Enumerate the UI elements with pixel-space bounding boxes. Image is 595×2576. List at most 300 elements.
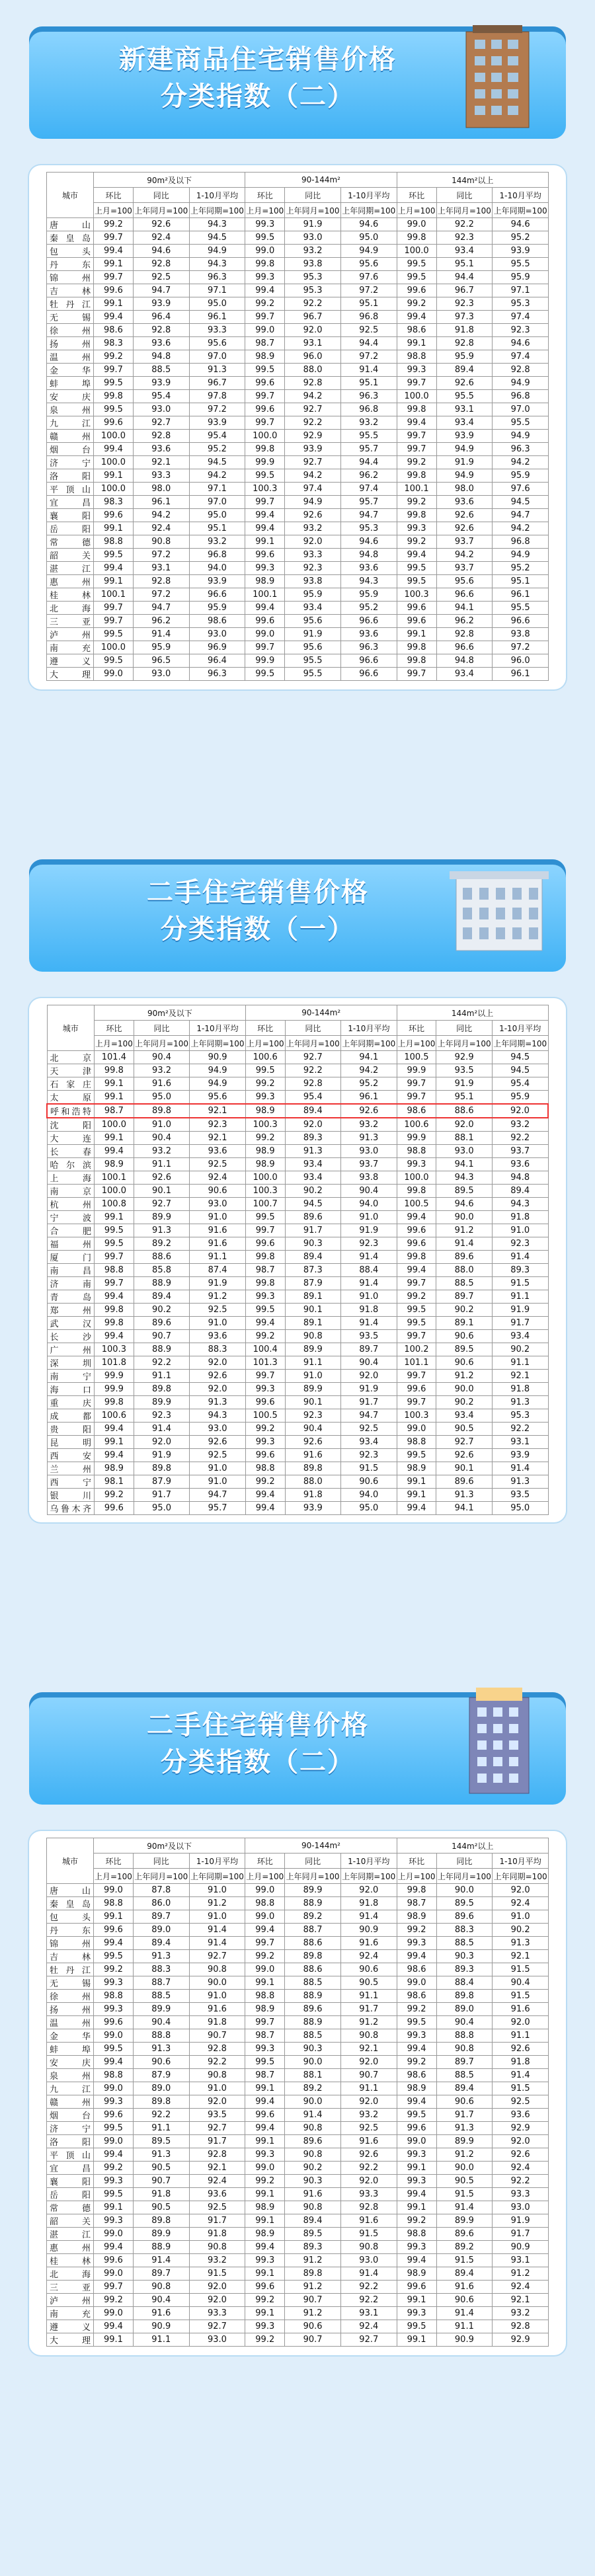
index-cell: 99.1 [94, 469, 134, 483]
table-row [47, 483, 549, 496]
index-cell: 96.5 [133, 654, 189, 668]
city-cell: 深圳 [47, 1356, 95, 1370]
index-cell: 92.4 [493, 2162, 549, 2175]
index-cell: 90.8 [189, 2241, 245, 2254]
index-cell: 89.9 [436, 2214, 493, 2228]
index-cell: 94.1 [436, 1502, 493, 1515]
index-cell: 99.0 [397, 218, 436, 231]
index-cell: 92.5 [190, 1304, 246, 1317]
base-header: 上年同月=100 [133, 1869, 189, 1884]
index-cell: 94.2 [493, 456, 549, 469]
index-cell: 93.4 [436, 416, 493, 430]
index-cell: 91.2 [340, 2016, 397, 2029]
index-cell: 90.2 [285, 2162, 341, 2175]
index-cell: 92.9 [436, 1051, 493, 1064]
table-row [47, 297, 549, 311]
index-cell: 91.7 [493, 2228, 549, 2241]
city-cell: 襄阳 [47, 509, 94, 522]
index-cell: 94.5 [189, 456, 245, 469]
city-cell: 唐山 [47, 218, 94, 231]
index-cell: 99.2 [397, 297, 436, 311]
index-cell: 95.6 [285, 641, 341, 654]
city-cell: 扬州 [47, 2003, 94, 2016]
index-cell: 98.9 [245, 1104, 285, 1118]
index-cell: 99.0 [94, 2135, 134, 2148]
index-cell: 95.0 [341, 1502, 397, 1515]
city-cell: 桂林 [47, 2254, 94, 2267]
table-row [47, 2122, 549, 2135]
index-cell: 99.0 [94, 2307, 134, 2320]
index-cell: 95.1 [436, 258, 493, 271]
city-cell: 烟台 [47, 2109, 94, 2122]
index-cell: 99.7 [94, 271, 134, 284]
index-cell: 93.1 [285, 337, 341, 350]
index-cell: 99.8 [397, 231, 436, 245]
index-cell: 95.1 [340, 377, 397, 390]
index-cell: 94.1 [436, 1158, 493, 1171]
index-cell: 99.5 [397, 1449, 436, 1462]
index-cell: 98.6 [397, 324, 436, 337]
index-cell: 89.4 [492, 1185, 548, 1198]
index-cell: 98.9 [245, 2228, 285, 2241]
index-cell: 99.9 [397, 1132, 436, 1145]
city-cell: 洛阳 [47, 2135, 94, 2148]
metric-header: 1-10月平均 [189, 188, 245, 203]
banner-title-line2: 分类指数（二） [161, 1747, 355, 1777]
index-cell: 91.5 [340, 2228, 397, 2241]
index-cell: 90.1 [285, 1396, 341, 1409]
section-2 [0, 833, 595, 1514]
index-cell: 91.0 [493, 1910, 549, 1924]
index-cell: 93.6 [133, 443, 189, 456]
index-cell: 94.4 [436, 271, 493, 284]
base-header: 上年同期=100 [340, 203, 397, 218]
index-cell: 99.7 [94, 231, 134, 245]
index-cell: 95.5 [493, 258, 549, 271]
index-cell: 100.8 [95, 1198, 134, 1211]
index-cell: 99.6 [94, 284, 134, 297]
index-cell: 93.9 [189, 416, 245, 430]
index-cell: 99.7 [245, 2016, 285, 2029]
index-cell: 91.0 [189, 2082, 245, 2095]
area-group-header: 144m²以上 [397, 173, 548, 188]
index-cell: 91.9 [436, 1077, 493, 1091]
index-cell: 100.6 [95, 1409, 134, 1423]
index-cell: 93.2 [285, 522, 341, 535]
index-cell: 90.6 [436, 2294, 493, 2307]
index-cell: 90.3 [285, 2175, 341, 2188]
index-cell: 98.9 [245, 575, 285, 588]
city-cell: 兰州 [47, 1462, 95, 1475]
index-cell: 98.8 [245, 1897, 285, 1910]
index-cell: 89.6 [436, 1475, 493, 1489]
index-cell: 88.0 [436, 1264, 493, 1277]
index-cell: 94.7 [340, 509, 397, 522]
index-cell: 99.8 [397, 1884, 436, 1897]
index-cell: 99.5 [397, 1304, 436, 1317]
index-cell: 90.2 [436, 1396, 493, 1409]
index-cell: 100.0 [94, 483, 134, 496]
city-cell: 秦皇岛 [47, 1897, 94, 1910]
index-cell: 95.6 [189, 337, 245, 350]
base-header: 上年同月=100 [285, 1036, 341, 1051]
index-cell: 99.6 [245, 2281, 285, 2294]
index-cell: 91.0 [190, 1317, 246, 1330]
table-row [47, 231, 549, 245]
index-cell: 91.8 [133, 2188, 189, 2201]
index-cell: 91.7 [285, 1224, 341, 1237]
index-cell: 91.9 [341, 1383, 397, 1396]
index-cell: 91.0 [190, 1475, 246, 1489]
table-row [47, 1224, 548, 1237]
index-cell: 96.8 [340, 403, 397, 416]
table-row [47, 641, 549, 654]
index-cell: 93.3 [493, 2188, 549, 2201]
index-cell: 99.5 [245, 1064, 285, 1077]
index-cell: 98.9 [397, 2267, 436, 2281]
index-cell: 96.8 [493, 390, 549, 403]
index-cell: 99.2 [397, 496, 436, 509]
table-row [47, 1185, 548, 1198]
index-cell: 88.0 [285, 1475, 341, 1489]
index-cell: 94.9 [340, 245, 397, 258]
table-row [47, 1237, 548, 1251]
index-cell: 99.3 [397, 2175, 436, 2188]
area-group-header: 90-144m² [245, 1838, 397, 1854]
index-cell: 98.9 [397, 1462, 436, 1475]
city-cell: 湛江 [47, 2228, 94, 2241]
index-cell: 91.0 [189, 1884, 245, 1897]
index-cell: 92.1 [340, 2043, 397, 2056]
index-cell: 89.2 [436, 2241, 493, 2254]
index-cell: 91.4 [189, 1937, 245, 1950]
table-row [47, 1897, 549, 1910]
index-cell: 99.8 [397, 1185, 436, 1198]
index-cell: 96.6 [189, 588, 245, 602]
table-row [47, 615, 549, 628]
table-row [47, 1171, 548, 1185]
index-cell: 97.2 [340, 350, 397, 364]
index-cell: 92.0 [493, 1884, 549, 1897]
index-cell: 99.5 [94, 2122, 134, 2135]
index-cell: 91.0 [341, 1290, 397, 1304]
index-cell: 91.1 [134, 1158, 190, 1171]
index-cell: 99.6 [397, 615, 436, 628]
index-cell: 99.6 [245, 377, 285, 390]
index-cell: 92.0 [189, 2281, 245, 2294]
index-cell: 90.6 [341, 1475, 397, 1489]
index-cell: 91.4 [493, 2069, 549, 2082]
table-row [47, 602, 549, 615]
city-cell: 南充 [47, 641, 94, 654]
index-cell: 91.1 [492, 1290, 548, 1304]
index-cell: 99.7 [245, 641, 285, 654]
index-cell: 100.4 [245, 1343, 285, 1356]
table-row [47, 1064, 548, 1077]
section-3 [0, 1666, 595, 2346]
index-cell: 99.7 [397, 668, 436, 681]
index-cell: 92.5 [133, 271, 189, 284]
banner-title-line2: 分类指数（一） [161, 914, 355, 945]
city-cell: 海口 [47, 1383, 95, 1396]
index-cell: 90.0 [436, 1383, 493, 1396]
index-cell: 99.6 [94, 2016, 134, 2029]
index-cell: 99.1 [397, 628, 436, 641]
index-cell: 99.2 [397, 535, 436, 549]
index-cell: 90.9 [190, 1051, 246, 1064]
index-cell: 90.0 [436, 1884, 493, 1897]
index-cell: 92.1 [190, 1132, 246, 1145]
index-cell: 92.6 [341, 1104, 397, 1118]
index-cell: 93.0 [133, 668, 189, 681]
index-cell: 90.8 [285, 1330, 341, 1343]
index-cell: 99.9 [397, 1064, 436, 1077]
city-cell: 襄阳 [47, 2175, 94, 2188]
table-row [47, 1910, 549, 1924]
index-cell: 93.7 [436, 562, 493, 575]
index-cell: 95.3 [340, 522, 397, 535]
index-cell: 92.2 [493, 2175, 549, 2188]
index-cell: 99.3 [245, 1436, 285, 1449]
index-cell: 93.8 [285, 258, 341, 271]
index-cell: 99.4 [397, 2095, 436, 2109]
base-header: 上年同月=100 [436, 1036, 493, 1051]
index-cell: 96.3 [189, 668, 245, 681]
index-cell: 96.1 [493, 588, 549, 602]
index-cell: 94.7 [133, 602, 189, 615]
city-cell: 包头 [47, 1910, 94, 1924]
index-cell: 90.5 [133, 2201, 189, 2214]
metric-header: 1-10月平均 [493, 1854, 549, 1869]
area-group-header: 144m²以上 [397, 1838, 548, 1854]
city-cell: 丹东 [47, 1924, 94, 1937]
index-cell: 98.6 [189, 615, 245, 628]
index-cell: 88.6 [285, 1937, 341, 1950]
index-cell: 91.0 [189, 1990, 245, 2003]
area-group-header: 90m²及以下 [94, 1838, 245, 1854]
index-cell: 88.7 [133, 1976, 189, 1990]
index-cell: 94.6 [340, 218, 397, 231]
index-cell: 93.4 [436, 245, 493, 258]
city-cell: 泉州 [47, 2069, 94, 2082]
index-cell: 91.4 [492, 1251, 548, 1264]
index-cell: 98.6 [397, 1963, 436, 1976]
index-cell: 99.1 [95, 1132, 134, 1145]
index-cell: 94.9 [493, 430, 549, 443]
index-cell: 99.8 [397, 469, 436, 483]
index-cell: 89.9 [436, 2135, 493, 2148]
index-cell: 99.4 [94, 2148, 134, 2162]
base-header: 上年同期=100 [341, 1036, 397, 1051]
table-row [47, 1489, 548, 1502]
index-cell: 91.5 [436, 2188, 493, 2201]
index-cell: 99.6 [397, 602, 436, 615]
index-cell: 91.5 [492, 1277, 548, 1290]
index-cell: 93.0 [189, 2333, 245, 2347]
index-cell: 99.1 [397, 2294, 436, 2307]
index-cell: 98.6 [397, 1104, 436, 1118]
index-cell: 92.2 [340, 2281, 397, 2294]
index-cell: 92.3 [285, 1409, 341, 1423]
table-row [47, 1251, 548, 1264]
index-cell: 91.0 [341, 1211, 397, 1224]
table-row [47, 1924, 549, 1937]
city-cell: 沈阳 [47, 1118, 95, 1132]
index-cell: 94.2 [285, 469, 341, 483]
index-cell: 99.5 [94, 2188, 134, 2201]
index-cell: 92.8 [493, 2320, 549, 2333]
index-cell: 90.5 [436, 2175, 493, 2188]
city-cell: 泉州 [47, 403, 94, 416]
table-row [47, 1145, 548, 1158]
index-cell: 91.2 [285, 2254, 341, 2267]
index-cell: 92.0 [285, 324, 341, 337]
table-row [47, 364, 549, 377]
table-row [47, 2082, 549, 2095]
index-cell: 89.8 [133, 2095, 189, 2109]
index-cell: 88.0 [285, 364, 341, 377]
city-cell: 哈尔滨 [47, 1158, 95, 1171]
index-cell: 92.6 [493, 2043, 549, 2056]
base-header: 上月=100 [397, 1036, 436, 1051]
index-cell: 101.8 [95, 1356, 134, 1370]
index-cell: 90.2 [134, 1304, 190, 1317]
city-cell: 合肥 [47, 1224, 95, 1237]
index-cell: 93.6 [340, 562, 397, 575]
table-row [47, 2228, 549, 2241]
index-cell: 94.1 [341, 1051, 397, 1064]
index-cell: 99.5 [94, 1950, 134, 1963]
index-cell: 99.7 [95, 1277, 134, 1290]
city-cell: 烟台 [47, 443, 94, 456]
metric-header: 1-10月平均 [189, 1854, 245, 1869]
index-cell: 92.1 [492, 1370, 548, 1383]
index-cell: 94.0 [341, 1489, 397, 1502]
index-cell: 99.1 [94, 1910, 134, 1924]
index-cell: 95.9 [436, 350, 493, 364]
index-cell: 91.4 [189, 1924, 245, 1937]
index-cell: 90.1 [436, 1462, 493, 1475]
index-cell: 99.3 [245, 1383, 285, 1396]
index-cell: 99.4 [94, 311, 134, 324]
index-cell: 99.0 [94, 1884, 134, 1897]
index-cell: 99.5 [245, 1211, 285, 1224]
index-cell: 90.2 [436, 1304, 493, 1317]
index-cell: 99.5 [94, 403, 134, 416]
index-cell: 99.2 [245, 1475, 285, 1489]
index-cell: 99.9 [95, 1370, 134, 1383]
index-cell: 94.9 [493, 549, 549, 562]
index-cell: 99.8 [95, 1396, 134, 1409]
index-cell: 94.7 [341, 1409, 397, 1423]
index-cell: 91.6 [133, 2307, 189, 2320]
index-cell: 91.4 [134, 1423, 190, 1436]
city-cell: 锦州 [47, 1937, 94, 1950]
index-cell: 91.5 [493, 2082, 549, 2095]
index-cell: 96.8 [189, 549, 245, 562]
base-header: 上年同期=100 [340, 1869, 397, 1884]
table-row [47, 2201, 549, 2214]
index-cell: 99.2 [94, 2162, 134, 2175]
index-cell: 95.4 [133, 390, 189, 403]
table-row [47, 2056, 549, 2069]
index-cell: 99.0 [245, 2162, 285, 2175]
table-row [47, 1290, 548, 1304]
banner-title-line1: 二手住宅销售价格 [147, 1710, 369, 1740]
index-cell: 90.8 [285, 2148, 341, 2162]
index-cell: 92.8 [436, 337, 493, 350]
index-cell: 94.8 [133, 350, 189, 364]
index-cell: 92.8 [133, 430, 189, 443]
index-cell: 90.0 [436, 1211, 493, 1224]
table-row [47, 2267, 549, 2281]
index-cell: 89.1 [436, 1317, 493, 1330]
index-cell: 93.3 [285, 549, 341, 562]
index-cell: 99.4 [95, 1449, 134, 1462]
index-cell: 92.8 [340, 2201, 397, 2214]
index-cell: 89.4 [285, 1104, 341, 1118]
index-cell: 93.0 [341, 1145, 397, 1158]
index-cell: 96.3 [340, 390, 397, 403]
index-cell: 95.7 [190, 1502, 246, 1515]
table-row [47, 350, 549, 364]
index-cell: 91.5 [436, 2254, 493, 2267]
index-cell: 99.4 [245, 509, 285, 522]
index-cell: 99.5 [245, 469, 285, 483]
city-cell: 南充 [47, 2307, 94, 2320]
city-cell: 上海 [47, 1171, 95, 1185]
index-cell: 94.9 [436, 443, 493, 456]
index-cell: 99.0 [245, 245, 285, 258]
index-cell: 90.7 [133, 2175, 189, 2188]
index-cell: 99.6 [397, 2281, 436, 2294]
index-cell: 99.5 [95, 1224, 134, 1237]
index-cell: 92.3 [492, 1237, 548, 1251]
table-row [47, 403, 549, 416]
index-cell: 95.5 [436, 390, 493, 403]
index-cell: 99.0 [94, 2228, 134, 2241]
metric-header: 环比 [397, 1854, 436, 1869]
index-cell: 94.3 [492, 1198, 548, 1211]
index-cell: 92.4 [190, 1171, 246, 1185]
table-row [47, 2307, 549, 2320]
index-cell: 92.0 [190, 1383, 246, 1396]
index-cell: 90.0 [285, 2056, 341, 2069]
city-cell: 杭州 [47, 1198, 95, 1211]
city-cell: 重庆 [47, 1396, 95, 1409]
city-cell: 西宁 [47, 1475, 95, 1489]
index-cell: 93.2 [134, 1145, 190, 1158]
city-cell: 济宁 [47, 456, 94, 469]
index-cell: 99.9 [245, 456, 285, 469]
index-cell: 100.3 [245, 483, 285, 496]
section-banner [0, 1666, 595, 1831]
index-cell: 91.3 [436, 1489, 493, 1502]
index-cell: 91.0 [189, 1910, 245, 1924]
index-cell: 92.8 [493, 364, 549, 377]
index-cell: 93.5 [492, 1489, 548, 1502]
index-cell: 93.3 [189, 2307, 245, 2320]
index-cell: 87.9 [285, 1277, 341, 1290]
index-cell: 94.8 [492, 1171, 548, 1185]
index-cell: 95.6 [285, 615, 341, 628]
index-cell: 99.4 [94, 443, 134, 456]
index-cell: 91.8 [492, 1211, 548, 1224]
index-cell: 91.2 [285, 2281, 341, 2294]
index-cell: 92.7 [189, 2320, 245, 2333]
index-cell: 99.1 [245, 2135, 285, 2148]
index-cell: 93.0 [133, 403, 189, 416]
